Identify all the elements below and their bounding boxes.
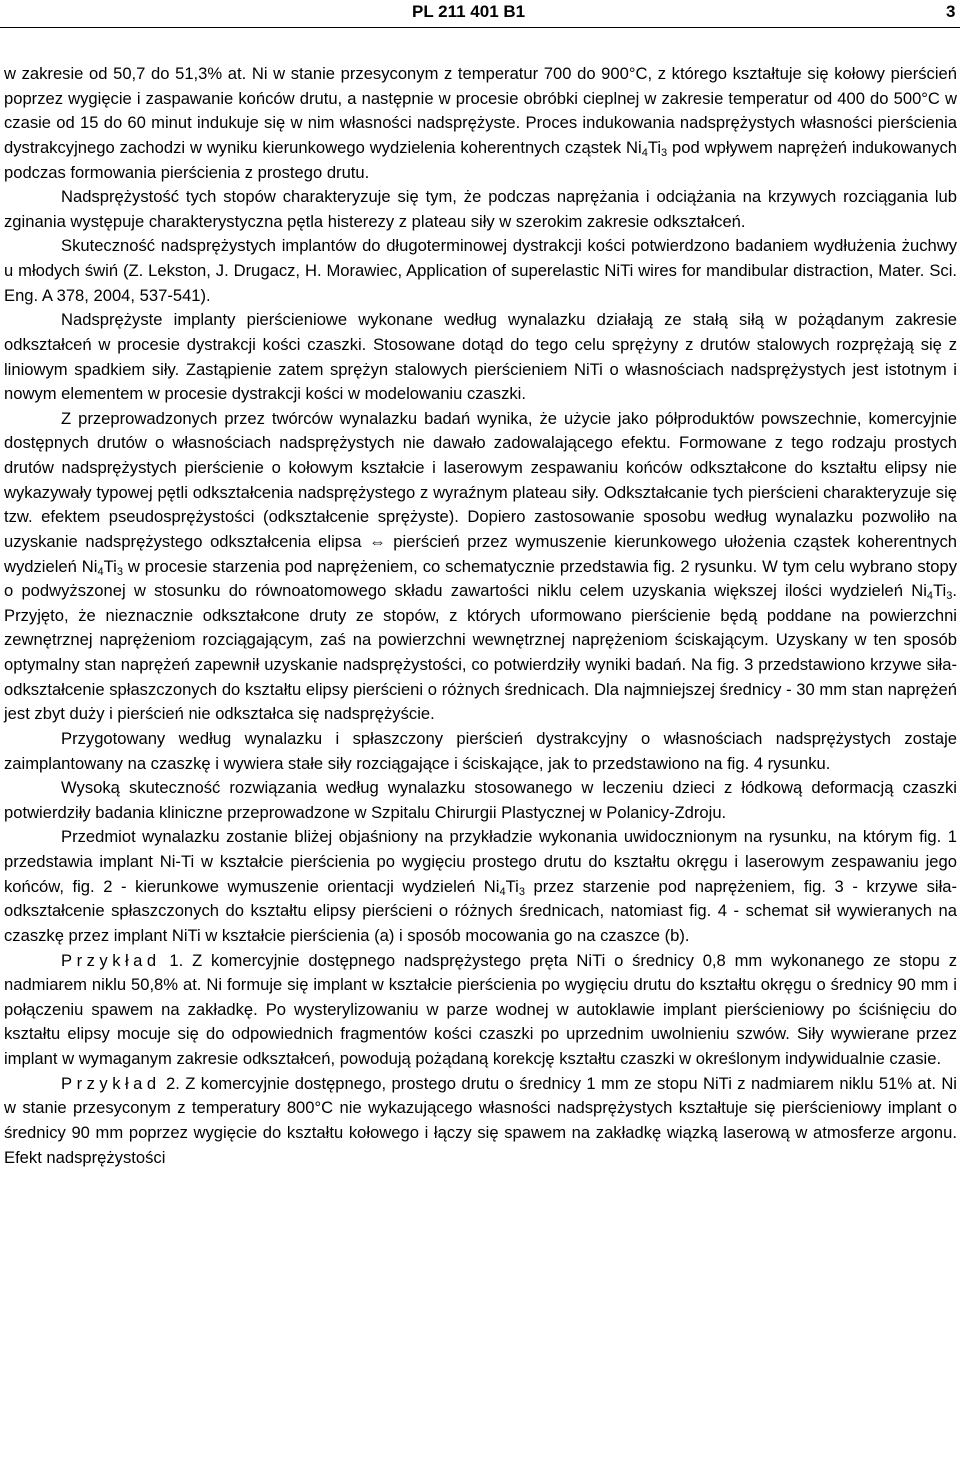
document-id: PL 211 401 B1: [412, 2, 526, 21]
paragraph: [4, 727, 957, 776]
text-run: Nadsprężystość tych stopów charakteryzuje się tym, że podczas naprężania i odciążania na krzywych rozciągania lub zginania występuje charakterystyczna pętla histerezy z plateau siły w szerokim zakresie odkształceń.: [4, 187, 957, 231]
text-run: Ti: [103, 556, 117, 576]
text-run: Przygotowany według wynalazku i spłaszczony pierścień dystrakcyjny o własnościach nadsprężystych zostaje zaimplantowany na czaszkę i wywiera stałe siły rozciągające i ściskające, jak to przedstawiono na fig. 4 rysunku.: [4, 728, 957, 773]
text-run: przez starzenie pod naprężeniem, fig. 3 - krzywe siła-odkształcenie spłaszczonych do kształtu elipsy pierścieni o różnych średnicach, natomiast fig. 4 - schemat sił wywieranych na czaszkę przez implant NiTi w kształcie pierścienia (a) i sposób mocowania go na czaszce (b).: [4, 876, 958, 945]
text-run: Z przeprowadzonych przez twórców wynalazku badań wynika, że użycie jako półproduktów powszechnie, komercyjnie dostępnych drutów o własnościach nadsprężystych nie dawało zadowalającego efektu. Formowane z tego rodzaju prostych drutów nadsprężystych pierścienie o kołowym kształcie i laserowym zespawaniu końców odkształcone do kształtu elipsy nie wykazywały typowej pętli odkształcenia nadsprężystego z wyraźnym plateau siły. Odkształcanie tych pierścieni charakteryzuje się tzw. efektem pseudosprężystości (odkształcenie sprężyste). Dopiero zastosowanie sposobu według wynalazku pozwoliło na uzyskanie nadsprężystego odkształcenia elipsa: [4, 408, 957, 551]
paragraph: [4, 185, 957, 234]
subscript: 4: [926, 590, 934, 603]
text-run: Nadsprężyste implanty pierścieniowe wykonane według wynalazku działają ze stałą siłą w pożądanym zakresie odkształceń w procesie dystrakcji kości czaszki. Stosowane dotąd do tego celu sprężyny z drutów stalowych rozprężają się z liniowym spadkiem siły. Zastąpienie zatem sprężyn stalowych pierścieniem NiTi o własnościach nadsprężystych jest istotnym i nowym elementem w procesie dystrakcji kości w modelowaniu czaszki.: [4, 310, 957, 404]
text-run: 2. Z komercyjnie dostępnego, prostego drutu o średnicy 1 mm ze stopu NiTi z nadmiarem niklu 51% at. Ni w stanie przesyconym z temperatury 800°C nie wykazującego własności nadsprężystych kształtuje się pierścieniowy implant o średnicy 90 mm poprzez wygięcie do kształtu kołowego i łączy się spawem na zakładkę wiązką laserową w atmosferze argonu. Efekt nadsprężystości: [4, 1073, 957, 1167]
subscript: 3: [518, 885, 525, 898]
text-run: Ti: [505, 876, 519, 896]
header-rule: [0, 27, 960, 28]
example-paragraph: [4, 1072, 957, 1171]
paragraph: [4, 62, 957, 185]
text-run: Przedmiot wynalazku zostanie bliżej objaśniony na przykładzie wykonania uwidocznionym na rysunku, na którym fig. 1 przedstawia implant Ni-Ti w kształcie pierścienia po wygięciu prostego drutu do kształtu okręgu i laserowym zespawaniu jego końców, fig. 2 - kierunkowe wymuszenie orientacji wydzieleń Ni: [4, 827, 957, 896]
paragraph: [4, 407, 957, 727]
page-header: [0, 0, 960, 34]
text-run: . Przyjęto, że nieznacznie odkształcone druty ze stopów, z których uformowano pierścienie będą poddane na powierzchni zewnętrznej naprężeniom rozciągającym, zaś na powierzchni wewnętrznej naprężeniom ściskającym. Uzyskany w ten sposób optymalny stan naprężeń zapewnił uzyskanie nadsprężystości, co potwierdziły wyniki badań. Na fig. 3 przedstawiono krzywe siła-odkształcenie spłaszczonych do kształtu elipsy pierścieni o różnych średnicach. Dla najmniejszej średnicy - 30 mm stan naprężeń jest zbyt duży i pierścień nie odkształca się nadsprężyście.: [4, 581, 957, 724]
document-body: [4, 62, 957, 1170]
text-run: w zakresie od 50,7 do 51,3% at. Ni w stanie przesyconym z temperatur 700 do 900°C, z którego kształtuje się kołowy pierścień poprzez wygięcie i zaspawanie końców drutu, a następnie w procesie obróbki cieplnej w zakresie temperatur od 400 do 500°C w czasie od 15 do 60 minut indukuje się w nim własności nadsprężyste. Proces indukowania nadsprężystych własności pierścienia dystrakcyjnego zachodzi w wyniku kierunkowego wydzielenia koherentnych cząstek Ni: [4, 64, 957, 157]
paragraph: [4, 825, 957, 948]
paragraph: [4, 234, 957, 308]
subscript: 3: [116, 565, 123, 578]
page-number: 3: [946, 2, 956, 21]
subscript: 3: [946, 590, 953, 603]
paragraph: [4, 308, 957, 407]
text-run: Wysoką skuteczność rozwiązania według wynalazku stosowanego w leczeniu dzieci z łódkową deformacją czaszki potwierdziły badania kliniczne przeprowadzone w Szpitalu Chirurgii Plastycznej w Polanicy-Zdroju.: [4, 778, 957, 822]
text-run: 1. Z komercyjnie dostępnego nadsprężystego pręta NiTi o średnicy 0,8 mm wykonanego ze stopu z nadmiarem niklu 50,8% at. Ni formuje się implant w kształcie pierścienia po wygięciu drutu do kształtu okręgu o średnicy 90 mm i połączeniu spawem na zakładkę. Po wysterylizowaniu w parze wodnej w autoklawie implant pierścieniowy po ściśnięciu do kształtu elipsy mocuje się do odpowiednich fragmentów kości czaszki po uprzednim uwolnieniu szwów. Siły wywierane przez implant w wymaganym zakresie odkształceń, powodują pożądaną korekcję kształtu czaszki w określonym indywidualnie czasie.: [4, 950, 957, 1068]
text-run: pierścień przez wymuszenie kierunkowego ułożenia cząstek koherentnych wydzieleń Ni: [4, 531, 957, 576]
text-run: pod wpływem naprężeń indukowanych podczas formowania pierścienia z prostego drutu.: [4, 137, 957, 182]
example-label: Przykład: [61, 1073, 161, 1093]
subscript: 4: [97, 565, 104, 578]
subscript: 3: [661, 146, 668, 159]
subscript: 4: [499, 885, 506, 898]
paragraph: [4, 776, 957, 825]
text-run: w procesie starzenia pod naprężeniem, co schematycznie przedstawia fig. 2 rysunku. W tym celu wybrano stopy o podwyższonej w stosunku do równoatomowego składu zawartości niklu celem uzyskania większej ilości wydzieleń Ni: [4, 556, 958, 601]
text-run: Ti: [647, 137, 662, 157]
example-paragraph: [4, 949, 957, 1072]
text-run: Ti: [933, 581, 947, 601]
subscript: 4: [641, 146, 648, 159]
example-label: Przykład: [61, 950, 161, 970]
double-arrow-icon: ⇔: [369, 531, 386, 551]
text-run: Skuteczność nadsprężystych implantów do długoterminowej dystrakcji kości potwierdzono badaniem wydłużenia żuchwy u młodych świń (Z. Lekston, J. Drugacz, H. Morawiec, Application of superelastic NiTi wires for mandibular distraction, Mater. Sci. Eng. A 378, 2004, 537-541).: [4, 236, 957, 305]
